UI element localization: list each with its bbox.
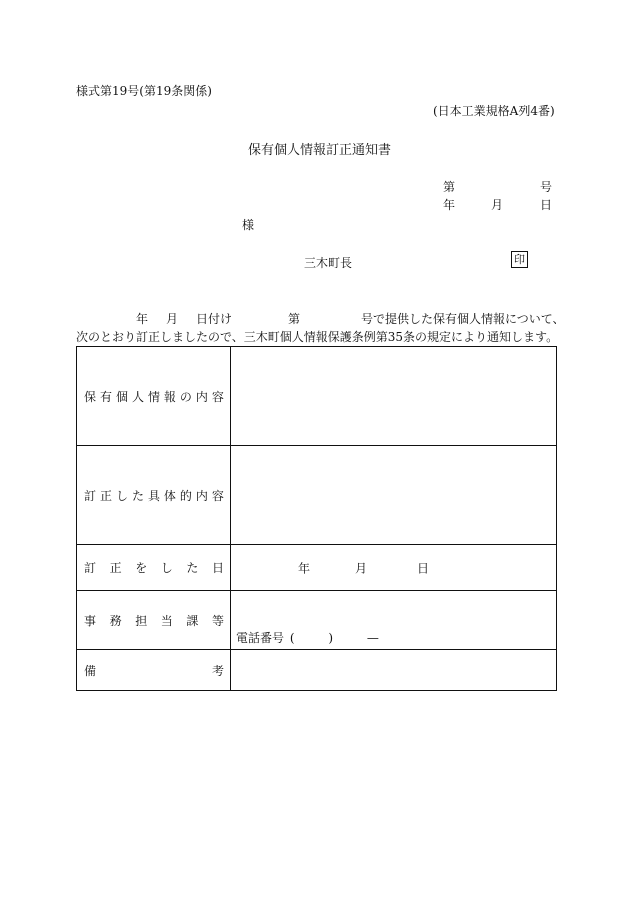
- seal-mark: 印: [511, 251, 528, 268]
- label-correction-detail-text: 訂 正 し た 具 体 的 内 容: [84, 488, 224, 503]
- issue-date-day: 日: [540, 198, 553, 212]
- value-remarks[interactable]: [231, 650, 557, 691]
- label-info-content-text: 保 有 個 人 情 報 の 内 容: [84, 389, 224, 404]
- issue-date-month: 月: [491, 198, 504, 212]
- correction-date-year: 年: [298, 561, 311, 575]
- body-day-dated: 日付け: [196, 312, 233, 326]
- label-correction-detail: [77, 446, 231, 545]
- addressee-suffix: 様: [242, 218, 255, 232]
- value-correction-detail[interactable]: [231, 446, 557, 545]
- label-correction-date: [77, 545, 231, 591]
- form-number: 様式第19号(第19条関係): [76, 84, 212, 98]
- row-correction-detail: [77, 446, 557, 545]
- phone-dash: —: [366, 631, 379, 645]
- body-line1-rest: 号で提供した保有個人情報について、: [361, 312, 565, 326]
- paper-size-note: (日本工業規格A列4番): [433, 104, 555, 118]
- label-correction-date-text: 訂 正 を し た 日: [84, 561, 224, 575]
- document-title: 保有個人情報訂正通知書: [248, 143, 392, 158]
- row-staff-section: [77, 591, 557, 650]
- phone-close-paren: ): [328, 631, 334, 645]
- label-info-content: [77, 347, 231, 446]
- label-remarks: [77, 650, 231, 691]
- value-info-content[interactable]: [231, 347, 557, 446]
- row-remarks: [77, 650, 557, 691]
- doc-number-dai: 第: [443, 180, 456, 194]
- label-staff-section: [77, 591, 231, 650]
- phone-label: 電話番号: [236, 631, 285, 645]
- body-month: 月: [166, 312, 179, 326]
- correction-date-month: 月: [355, 561, 368, 575]
- label-staff-section-text: 事 務 担 当 課 等: [84, 613, 224, 628]
- sender-name: 三木町長: [304, 256, 353, 270]
- row-correction-date: [77, 545, 557, 591]
- phone-number-line: [236, 629, 379, 646]
- body-year: 年: [136, 312, 149, 326]
- label-remarks-text: 備 考: [84, 663, 224, 678]
- body-line2: 次のとおり訂正しましたので、三木町個人情報保護条例第35条の規定により通知します。: [76, 330, 559, 344]
- phone-open-paren: (: [289, 631, 295, 645]
- value-staff-section[interactable]: [231, 591, 557, 650]
- row-info-content: [77, 347, 557, 446]
- correction-table: [76, 346, 557, 691]
- doc-number-go: 号: [540, 180, 553, 194]
- issue-date-year: 年: [443, 198, 456, 212]
- value-correction-date[interactable]: [231, 545, 557, 591]
- body-dai: 第: [288, 312, 301, 326]
- correction-date-day: 日: [417, 561, 430, 575]
